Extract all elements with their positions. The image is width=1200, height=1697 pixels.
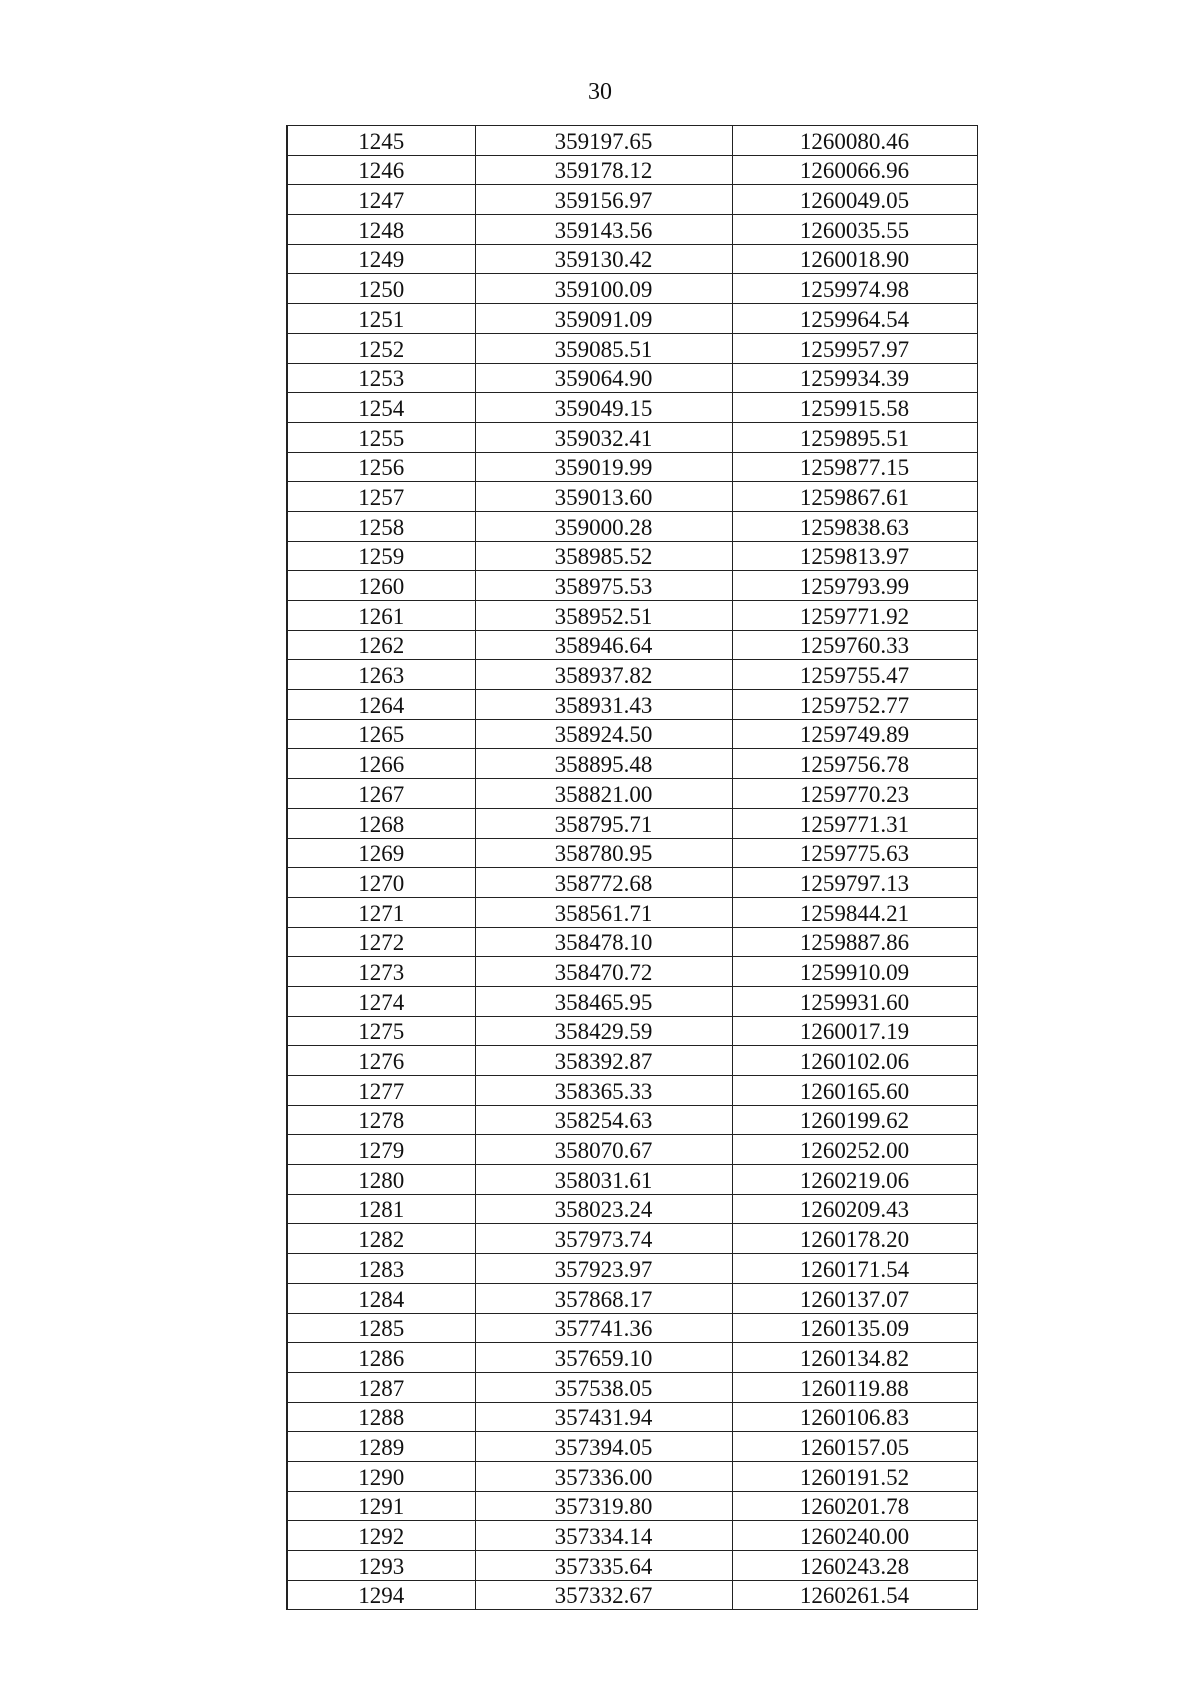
point-number-cell: 1293 xyxy=(287,1551,475,1581)
point-number-cell: 1249 xyxy=(287,244,475,274)
x-coordinate-cell: 359085.51 xyxy=(475,333,732,363)
y-coordinate-cell: 1260199.62 xyxy=(732,1105,977,1135)
x-coordinate-cell: 359100.09 xyxy=(475,274,732,304)
table-row xyxy=(287,1491,977,1521)
y-coordinate-cell: 1259877.15 xyxy=(732,452,977,482)
x-coordinate-cell: 357973.74 xyxy=(475,1224,732,1254)
y-coordinate-cell: 1259895.51 xyxy=(732,422,977,452)
point-number-cell: 1271 xyxy=(287,897,475,927)
x-coordinate-cell: 358254.63 xyxy=(475,1105,732,1135)
table-row xyxy=(287,927,977,957)
point-number-cell: 1270 xyxy=(287,868,475,898)
y-coordinate-cell: 1260017.19 xyxy=(732,1016,977,1046)
x-coordinate-cell: 357868.17 xyxy=(475,1283,732,1313)
point-number-cell: 1283 xyxy=(287,1254,475,1284)
y-coordinate-cell: 1260080.46 xyxy=(732,126,977,156)
point-number-cell: 1275 xyxy=(287,1016,475,1046)
point-number-cell: 1287 xyxy=(287,1372,475,1402)
y-coordinate-cell: 1260191.52 xyxy=(732,1461,977,1491)
point-number-cell: 1286 xyxy=(287,1343,475,1373)
table-row xyxy=(287,749,977,779)
x-coordinate-cell: 357538.05 xyxy=(475,1372,732,1402)
point-number-cell: 1262 xyxy=(287,630,475,660)
y-coordinate-cell: 1259752.77 xyxy=(732,690,977,720)
x-coordinate-cell: 358952.51 xyxy=(475,601,732,631)
point-number-cell: 1251 xyxy=(287,304,475,334)
y-coordinate-cell: 1259771.92 xyxy=(732,601,977,631)
y-coordinate-cell: 1260178.20 xyxy=(732,1224,977,1254)
table-row xyxy=(287,482,977,512)
x-coordinate-cell: 359019.99 xyxy=(475,452,732,482)
point-number-cell: 1272 xyxy=(287,927,475,957)
point-number-cell: 1261 xyxy=(287,601,475,631)
table-row xyxy=(287,1135,977,1165)
x-coordinate-cell: 358478.10 xyxy=(475,927,732,957)
x-coordinate-cell: 358429.59 xyxy=(475,1016,732,1046)
y-coordinate-cell: 1260102.06 xyxy=(732,1046,977,1076)
x-coordinate-cell: 358023.24 xyxy=(475,1194,732,1224)
table-row xyxy=(287,1046,977,1076)
y-coordinate-cell: 1260209.43 xyxy=(732,1194,977,1224)
table-row xyxy=(287,1343,977,1373)
point-number-cell: 1257 xyxy=(287,482,475,512)
x-coordinate-cell: 359091.09 xyxy=(475,304,732,334)
y-coordinate-cell: 1259844.21 xyxy=(732,897,977,927)
table-row xyxy=(287,422,977,452)
y-coordinate-cell: 1260201.78 xyxy=(732,1491,977,1521)
page-number: 30 xyxy=(588,79,612,105)
x-coordinate-cell: 357659.10 xyxy=(475,1343,732,1373)
point-number-cell: 1279 xyxy=(287,1135,475,1165)
point-number-cell: 1258 xyxy=(287,511,475,541)
x-coordinate-cell: 357332.67 xyxy=(475,1580,732,1610)
y-coordinate-cell: 1259974.98 xyxy=(732,274,977,304)
x-coordinate-cell: 358772.68 xyxy=(475,868,732,898)
x-coordinate-cell: 358924.50 xyxy=(475,719,732,749)
y-coordinate-cell: 1260261.54 xyxy=(732,1580,977,1610)
table-row xyxy=(287,868,977,898)
y-coordinate-cell: 1260165.60 xyxy=(732,1076,977,1106)
table-row xyxy=(287,630,977,660)
x-coordinate-cell: 357394.05 xyxy=(475,1432,732,1462)
x-coordinate-cell: 359032.41 xyxy=(475,422,732,452)
y-coordinate-cell: 1259775.63 xyxy=(732,838,977,868)
point-number-cell: 1248 xyxy=(287,215,475,245)
y-coordinate-cell: 1260134.82 xyxy=(732,1343,977,1373)
point-number-cell: 1246 xyxy=(287,155,475,185)
y-coordinate-cell: 1260157.05 xyxy=(732,1432,977,1462)
y-coordinate-cell: 1260137.07 xyxy=(732,1283,977,1313)
y-coordinate-cell: 1260135.09 xyxy=(732,1313,977,1343)
point-number-cell: 1291 xyxy=(287,1491,475,1521)
y-coordinate-cell: 1260219.06 xyxy=(732,1165,977,1195)
point-number-cell: 1281 xyxy=(287,1194,475,1224)
table-row xyxy=(287,601,977,631)
y-coordinate-cell: 1259793.99 xyxy=(732,571,977,601)
point-number-cell: 1278 xyxy=(287,1105,475,1135)
point-number-cell: 1250 xyxy=(287,274,475,304)
y-coordinate-cell: 1259813.97 xyxy=(732,541,977,571)
table-row xyxy=(287,1521,977,1551)
x-coordinate-cell: 357923.97 xyxy=(475,1254,732,1284)
table-row xyxy=(287,452,977,482)
point-number-cell: 1253 xyxy=(287,363,475,393)
table-row xyxy=(287,1432,977,1462)
y-coordinate-cell: 1259964.54 xyxy=(732,304,977,334)
y-coordinate-cell: 1259887.86 xyxy=(732,927,977,957)
x-coordinate-cell: 358985.52 xyxy=(475,541,732,571)
table-row xyxy=(287,393,977,423)
point-number-cell: 1282 xyxy=(287,1224,475,1254)
x-coordinate-cell: 358937.82 xyxy=(475,660,732,690)
table-row xyxy=(287,838,977,868)
table-row xyxy=(287,126,977,156)
x-coordinate-cell: 358780.95 xyxy=(475,838,732,868)
point-number-cell: 1269 xyxy=(287,838,475,868)
point-number-cell: 1276 xyxy=(287,1046,475,1076)
x-coordinate-cell: 359064.90 xyxy=(475,363,732,393)
table-row xyxy=(287,1165,977,1195)
table-row xyxy=(287,808,977,838)
x-coordinate-cell: 358465.95 xyxy=(475,986,732,1016)
table-row xyxy=(287,1580,977,1610)
y-coordinate-cell: 1260106.83 xyxy=(732,1402,977,1432)
table-row xyxy=(287,957,977,987)
table-row xyxy=(287,155,977,185)
coordinate-table xyxy=(286,125,978,1610)
table-row xyxy=(287,1372,977,1402)
x-coordinate-cell: 358365.33 xyxy=(475,1076,732,1106)
x-coordinate-cell: 358795.71 xyxy=(475,808,732,838)
table-row xyxy=(287,215,977,245)
point-number-cell: 1255 xyxy=(287,422,475,452)
x-coordinate-cell: 357741.36 xyxy=(475,1313,732,1343)
y-coordinate-cell: 1260119.88 xyxy=(732,1372,977,1402)
point-number-cell: 1267 xyxy=(287,779,475,809)
y-coordinate-cell: 1259749.89 xyxy=(732,719,977,749)
y-coordinate-cell: 1260018.90 xyxy=(732,244,977,274)
table-row xyxy=(287,511,977,541)
table-row xyxy=(287,333,977,363)
point-number-cell: 1273 xyxy=(287,957,475,987)
point-number-cell: 1264 xyxy=(287,690,475,720)
table-row xyxy=(287,1016,977,1046)
table-row xyxy=(287,1194,977,1224)
point-number-cell: 1285 xyxy=(287,1313,475,1343)
y-coordinate-cell: 1259771.31 xyxy=(732,808,977,838)
point-number-cell: 1259 xyxy=(287,541,475,571)
table-row xyxy=(287,1224,977,1254)
x-coordinate-cell: 357335.64 xyxy=(475,1551,732,1581)
table-row xyxy=(287,1402,977,1432)
table-row xyxy=(287,304,977,334)
y-coordinate-cell: 1259915.58 xyxy=(732,393,977,423)
x-coordinate-cell: 358392.87 xyxy=(475,1046,732,1076)
table-row xyxy=(287,660,977,690)
x-coordinate-cell: 357431.94 xyxy=(475,1402,732,1432)
table-row xyxy=(287,719,977,749)
x-coordinate-cell: 358031.61 xyxy=(475,1165,732,1195)
x-coordinate-cell: 358946.64 xyxy=(475,630,732,660)
x-coordinate-cell: 358070.67 xyxy=(475,1135,732,1165)
y-coordinate-cell: 1260252.00 xyxy=(732,1135,977,1165)
table-row xyxy=(287,1105,977,1135)
y-coordinate-cell: 1260243.28 xyxy=(732,1551,977,1581)
point-number-cell: 1292 xyxy=(287,1521,475,1551)
y-coordinate-cell: 1260240.00 xyxy=(732,1521,977,1551)
table-row xyxy=(287,571,977,601)
x-coordinate-cell: 359156.97 xyxy=(475,185,732,215)
y-coordinate-cell: 1259957.97 xyxy=(732,333,977,363)
y-coordinate-cell: 1259838.63 xyxy=(732,511,977,541)
x-coordinate-cell: 357334.14 xyxy=(475,1521,732,1551)
point-number-cell: 1280 xyxy=(287,1165,475,1195)
x-coordinate-cell: 358470.72 xyxy=(475,957,732,987)
y-coordinate-cell: 1259910.09 xyxy=(732,957,977,987)
table-row xyxy=(287,244,977,274)
y-coordinate-cell: 1259760.33 xyxy=(732,630,977,660)
point-number-cell: 1245 xyxy=(287,126,475,156)
point-number-cell: 1274 xyxy=(287,986,475,1016)
point-number-cell: 1284 xyxy=(287,1283,475,1313)
y-coordinate-cell: 1259770.23 xyxy=(732,779,977,809)
table-row xyxy=(287,363,977,393)
point-number-cell: 1277 xyxy=(287,1076,475,1106)
point-number-cell: 1263 xyxy=(287,660,475,690)
point-number-cell: 1288 xyxy=(287,1402,475,1432)
table-row xyxy=(287,1254,977,1284)
x-coordinate-cell: 357319.80 xyxy=(475,1491,732,1521)
table-row xyxy=(287,1076,977,1106)
x-coordinate-cell: 358975.53 xyxy=(475,571,732,601)
table-row xyxy=(287,690,977,720)
table-row xyxy=(287,185,977,215)
table-row xyxy=(287,897,977,927)
coordinate-table-body xyxy=(287,126,977,1610)
table-row xyxy=(287,1313,977,1343)
x-coordinate-cell: 359013.60 xyxy=(475,482,732,512)
y-coordinate-cell: 1260066.96 xyxy=(732,155,977,185)
table-row xyxy=(287,1283,977,1313)
point-number-cell: 1289 xyxy=(287,1432,475,1462)
table-row xyxy=(287,1551,977,1581)
point-number-cell: 1252 xyxy=(287,333,475,363)
y-coordinate-cell: 1259756.78 xyxy=(732,749,977,779)
table-row xyxy=(287,274,977,304)
y-coordinate-cell: 1260049.05 xyxy=(732,185,977,215)
point-number-cell: 1260 xyxy=(287,571,475,601)
table-row xyxy=(287,541,977,571)
y-coordinate-cell: 1259931.60 xyxy=(732,986,977,1016)
point-number-cell: 1294 xyxy=(287,1580,475,1610)
y-coordinate-cell: 1260171.54 xyxy=(732,1254,977,1284)
point-number-cell: 1265 xyxy=(287,719,475,749)
x-coordinate-cell: 357336.00 xyxy=(475,1461,732,1491)
x-coordinate-cell: 359049.15 xyxy=(475,393,732,423)
point-number-cell: 1290 xyxy=(287,1461,475,1491)
x-coordinate-cell: 359178.12 xyxy=(475,155,732,185)
table-row xyxy=(287,779,977,809)
table-row xyxy=(287,1461,977,1491)
y-coordinate-cell: 1259755.47 xyxy=(732,660,977,690)
x-coordinate-cell: 359143.56 xyxy=(475,215,732,245)
x-coordinate-cell: 359197.65 xyxy=(475,126,732,156)
x-coordinate-cell: 358561.71 xyxy=(475,897,732,927)
x-coordinate-cell: 358895.48 xyxy=(475,749,732,779)
point-number-cell: 1268 xyxy=(287,808,475,838)
point-number-cell: 1254 xyxy=(287,393,475,423)
table-row xyxy=(287,986,977,1016)
x-coordinate-cell: 359130.42 xyxy=(475,244,732,274)
point-number-cell: 1247 xyxy=(287,185,475,215)
y-coordinate-cell: 1260035.55 xyxy=(732,215,977,245)
x-coordinate-cell: 359000.28 xyxy=(475,511,732,541)
y-coordinate-cell: 1259867.61 xyxy=(732,482,977,512)
y-coordinate-cell: 1259797.13 xyxy=(732,868,977,898)
y-coordinate-cell: 1259934.39 xyxy=(732,363,977,393)
x-coordinate-cell: 358931.43 xyxy=(475,690,732,720)
point-number-cell: 1266 xyxy=(287,749,475,779)
x-coordinate-cell: 358821.00 xyxy=(475,779,732,809)
point-number-cell: 1256 xyxy=(287,452,475,482)
